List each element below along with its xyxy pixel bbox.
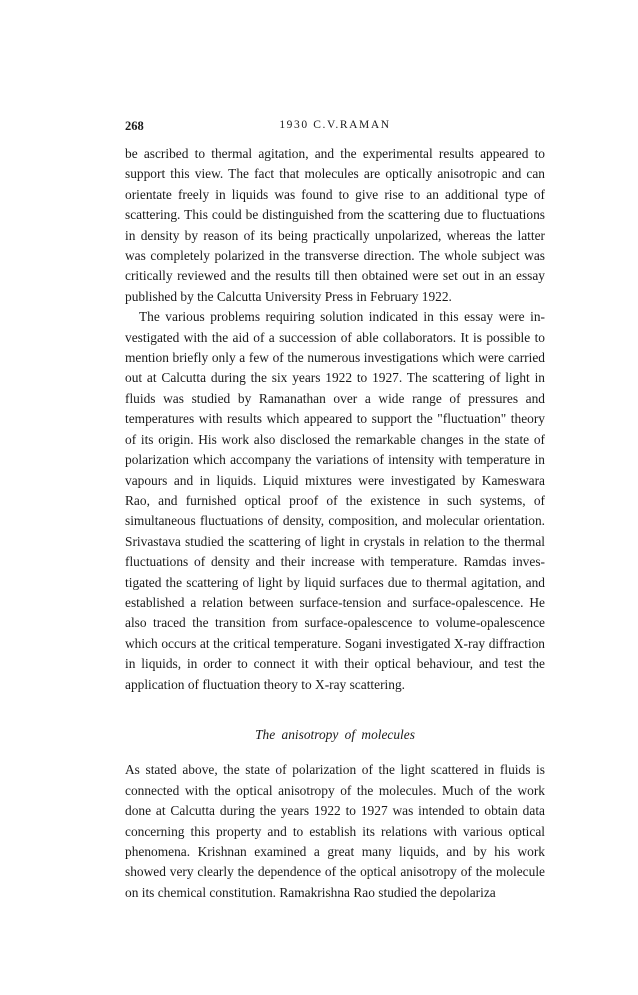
page-number: 268 [125, 119, 144, 133]
body-text [125, 144, 545, 903]
paragraph-anisotropy: As stated above, the state of polarization of the light scattered in fluids is connected with the optical anisotropy of the molecules. Much of the work done at Calcutta during the years 1922 to 1927 was intended to obtain data concerning this property and to establish its relations with various optical phenomena. Krishnan examined a great many liquids, and by his work showed very clearly the dependence of the optical anisotropy of the molecule on its chemical constitution. Ramakrishna Rao studied the depolariza [125, 762, 545, 900]
page-header [125, 119, 545, 139]
document-page [125, 119, 545, 903]
running-head: 1930 C.V.RAMAN [279, 119, 391, 131]
paragraph-investigations: The various problems requiring solution indicated in this essay were investigated with the aid of a succession of able collaborators. It is possible to mention briefly only a few of the numerous investigations which were carried out at Calcutta during the six years 1922 to 1927. The scattering of light in fluids was studied by Ramanathan over a wide range of pressures and temperatures with results which appeared to support the "fluctuation" theory of its origin. His work also disclosed the remarkable changes in the state of polarization which accompany the variations of intensity with temperature in vapours and in liquids. Liquid mixtures were investigated by Kameswara Rao, and furnished optical proof of the existence in such systems, of simultaneous fluctuations of density, composition, and molecular orientation. Srivastava studied the scattering of light in crystals in relation to the thermal fluctuations of density and their increase with temperature. Ramdas investigated the scattering of light by liquid surfaces due to thermal agitation, and established a relation between surface-tension and surface-opalescence. He also traced the transition from surface-opalescence to volume-opalescence which occurs at the critical temperature. Sogani investigated X-ray diffraction in liquids, in order to connect it with their optical behaviour, and test the application of fluctuation theory to X-ray scattering. [125, 309, 545, 692]
paragraph-continuation: be ascribed to thermal agitation, and the experimental results appeared to support this view. The fact that molecules are optically anisotropic and can orientate freely in liquids was found to give rise to an additional type of scattering. This could be distinguished from the scattering due to fluctuations in density by reason of its being practically unpolarized, whereas the latter was completely polarized in the transverse direction. The whole subject was critically reviewed and the results till then obtained were set out in an essay published by the Calcutta University Press in February 1922. [125, 146, 545, 304]
section-heading: The anisotropy of molecules [255, 726, 415, 742]
